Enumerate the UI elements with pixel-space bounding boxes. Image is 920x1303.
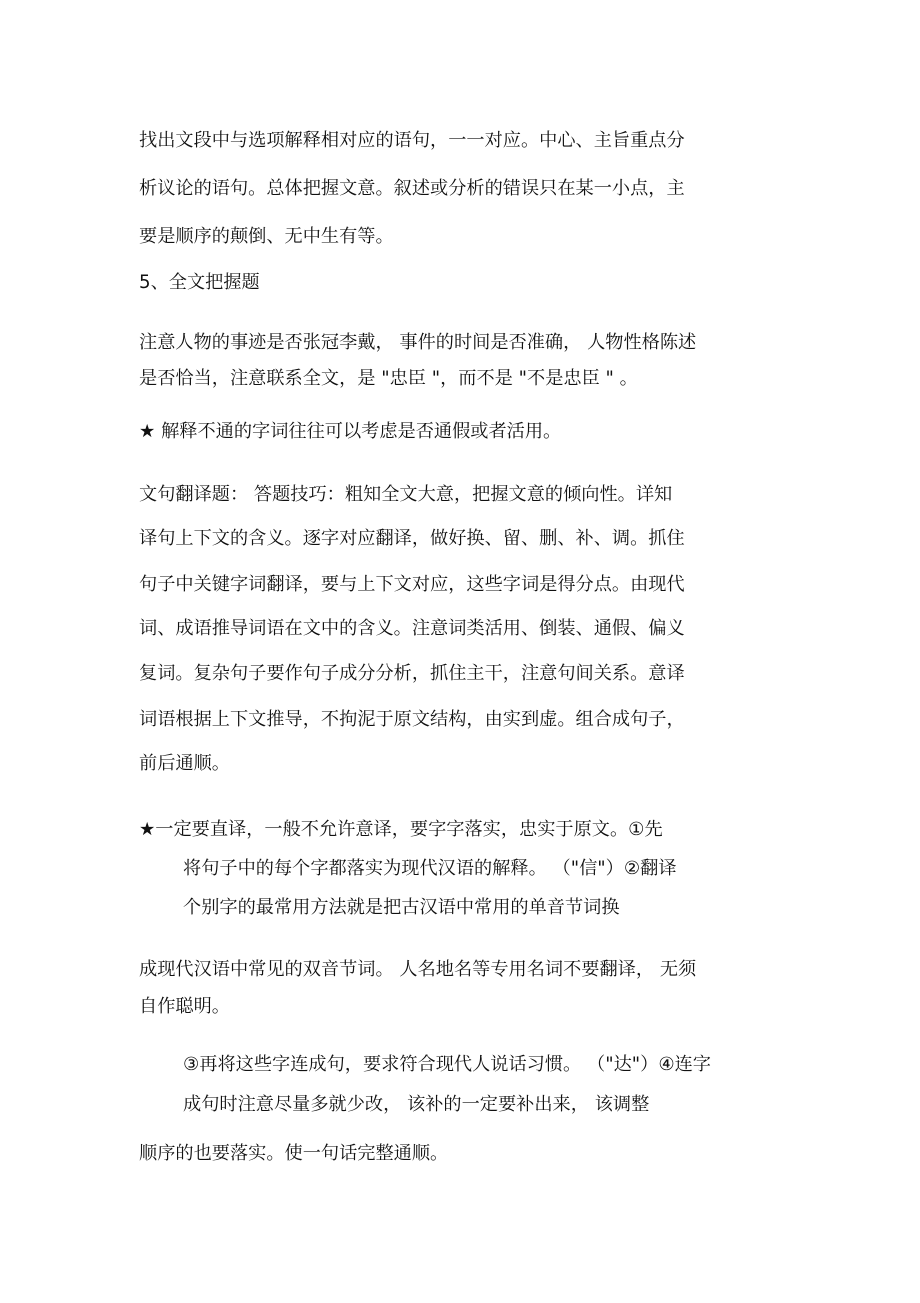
text-line: ★一定要直译，一般不允许意译，要字字落实，忠实于原文。①先 bbox=[139, 819, 663, 840]
text-line: 要是顺序的颠倒、无中生有等。 bbox=[139, 226, 394, 247]
section-heading: 5、全文把握题 bbox=[139, 272, 260, 293]
text-line: 词、成语推导词语在文中的含义。注意词类活用、倒装、通假、偏义 bbox=[139, 618, 685, 639]
text-line: 复词。复杂句子要作句子成分分析，抓住主干，注意句间关系。意译 bbox=[139, 663, 685, 684]
text-line: 是否恰当，注意联系全文，是 "忠臣 "，而不是 "不是忠臣 " 。 bbox=[139, 368, 638, 389]
text-line: 成现代汉语中常见的双音节词。 人名地名等专用名词不要翻译， 无须 bbox=[139, 959, 697, 980]
text-line: 文句翻译题： 答题技巧：粗知全文大意，把握文意的倾向性。详知 bbox=[139, 484, 673, 505]
star-note: ★ 解释不通的字词往往可以考虑是否通假或者活用。 bbox=[139, 421, 562, 442]
text-line: ③再将这些字连成句，要求符合现代人说话习惯。 （"达"）④连字 bbox=[183, 1054, 711, 1075]
text-line: 译句上下文的含义。逐字对应翻译，做好换、留、删、补、调。抓住 bbox=[139, 528, 685, 549]
text-line: 找出文段中与选项解释相对应的语句，一一对应。中心、主旨重点分 bbox=[139, 130, 685, 151]
text-line: 自作聪明。 bbox=[139, 996, 230, 1017]
text-line: 析议论的语句。总体把握文意。叙述或分析的错误只在某一小点，主 bbox=[139, 178, 685, 199]
text-line: 前后通顺。 bbox=[139, 753, 230, 774]
text-line: 个别字的最常用方法就是把古汉语中常用的单音节词换 bbox=[183, 897, 620, 918]
text-line: 将句子中的每个字都落实为现代汉语的解释。 （"信"）②翻译 bbox=[183, 858, 677, 879]
text-line: 词语根据上下文推导，不拘泥于原文结构，由实到虚。组合成句子， bbox=[139, 709, 685, 730]
text-line: 句子中关键字词翻译，要与上下文对应，这些字词是得分点。由现代 bbox=[139, 574, 685, 595]
text-line: 成句时注意尽量多就少改， 该补的一定要补出来， 该调整 bbox=[183, 1094, 650, 1115]
text-line: 顺序的也要落实。使一句话完整通顺。 bbox=[139, 1143, 449, 1164]
text-line: 注意人物的事迹是否张冠李戴， 事件的时间是否准确， 人物性格陈述 bbox=[139, 332, 697, 353]
